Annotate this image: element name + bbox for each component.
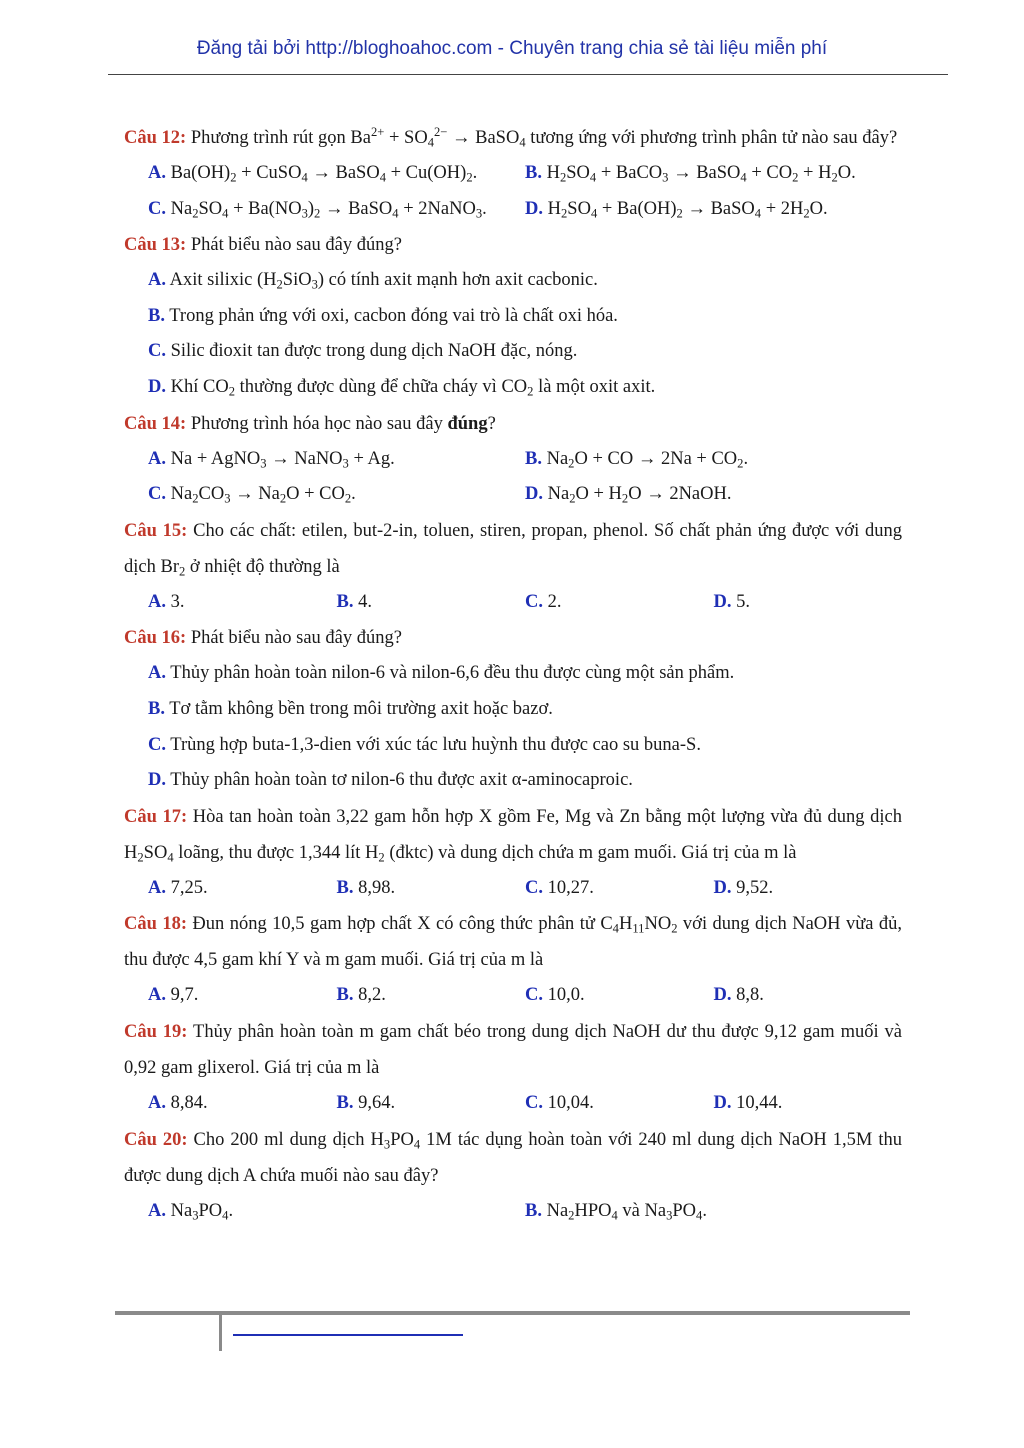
answer-option bbox=[148, 728, 902, 764]
option-text: Trùng hợp buta-1,3-dien với xúc tác lưu huỳnh thu được cao su buna-S. bbox=[166, 734, 701, 755]
option-text: 8,84. bbox=[166, 1092, 208, 1113]
option-label: A. bbox=[148, 163, 166, 183]
question bbox=[124, 1122, 902, 1230]
option-row bbox=[124, 763, 902, 799]
answer-option bbox=[148, 692, 902, 728]
option-text: 7,25. bbox=[166, 877, 208, 898]
footer-vertical-bar bbox=[219, 1315, 222, 1351]
page-header: Đăng tải bởi http://bloghoahoc.com - Chuyên trang chia sẻ tài liệu miễn phí bbox=[196, 38, 828, 59]
option-text: $Na_2O + H_2O$ → 2NaOH. bbox=[543, 484, 732, 506]
answer-option bbox=[525, 1086, 714, 1122]
option-text: $Na_2HPO_4$ và $Na_3PO_4$. bbox=[541, 1200, 707, 1223]
option-label: C. bbox=[525, 877, 543, 898]
question-label: Câu 20: bbox=[124, 1129, 188, 1150]
answer-option bbox=[148, 978, 337, 1014]
option-text: Tơ tằm không bền trong môi trường axit hoặc bazơ. bbox=[164, 698, 553, 719]
option-text: 9,7. bbox=[166, 985, 199, 1006]
option-text: $Na_3PO_4$. bbox=[166, 1200, 234, 1223]
question-text bbox=[124, 799, 902, 871]
option-text: Na + AgNO$_3$ → NaNO$_3$ + Ag. bbox=[166, 448, 395, 471]
answer-option bbox=[148, 871, 337, 907]
question-label: Câu 15: bbox=[124, 520, 188, 541]
question bbox=[124, 799, 902, 907]
option-label: C. bbox=[148, 484, 166, 505]
option-label: A. bbox=[148, 448, 166, 469]
option-text: 8,8. bbox=[731, 985, 764, 1006]
option-text: Thủy phân hoàn toàn tơ nilon-6 thu được axit α-aminocaproic. bbox=[166, 770, 633, 791]
answer-option bbox=[525, 871, 714, 907]
option-label: C. bbox=[148, 198, 166, 219]
answer-option bbox=[148, 442, 525, 478]
option-row bbox=[124, 334, 902, 370]
question bbox=[124, 406, 902, 513]
question-list bbox=[124, 120, 902, 1229]
question-stem: Phương trình rút gọn $Ba^{2+} + SO_4^{2-}$ → BaSO$_4$ tương ứng với phương trình phân tử nào sau đây? bbox=[186, 125, 898, 150]
option-text: $H_2SO_4$ + BaCO$_3$ → BaSO$_4$ + $CO_2 + H_2O$. bbox=[541, 163, 856, 185]
question-label: Câu 19: bbox=[124, 1021, 188, 1042]
answer-option bbox=[525, 585, 714, 621]
answer-option bbox=[148, 334, 902, 370]
option-text: Trong phản ứng với oxi, cacbon đóng vai trò là chất oxi hóa. bbox=[164, 305, 618, 326]
option-label: B. bbox=[336, 1092, 354, 1113]
option-text: 8,2. bbox=[353, 985, 386, 1006]
question-text bbox=[124, 1014, 902, 1086]
option-row bbox=[124, 370, 902, 406]
answer-option bbox=[337, 585, 526, 621]
option-label: A. bbox=[148, 663, 166, 684]
answer-option bbox=[714, 978, 903, 1014]
answer-option bbox=[148, 477, 525, 513]
answer-option bbox=[714, 871, 903, 907]
option-row bbox=[124, 442, 902, 478]
question bbox=[124, 513, 902, 621]
option-label: C. bbox=[148, 734, 166, 755]
option-text: $Ba(OH)_2$ + CuSO$_4$ → BaSO$_4$ + $Cu(OH)_2$. bbox=[166, 163, 478, 185]
option-label: D. bbox=[713, 591, 732, 612]
question bbox=[124, 120, 902, 227]
answer-option bbox=[714, 585, 903, 621]
answer-option bbox=[148, 585, 337, 621]
option-row bbox=[124, 1086, 902, 1122]
option-row bbox=[124, 871, 902, 907]
answer-option bbox=[525, 1194, 902, 1230]
question-label: Câu 12: bbox=[124, 128, 187, 148]
question-label: Câu 14: bbox=[124, 413, 187, 434]
option-text: 3. bbox=[166, 591, 185, 612]
option-text: $H_2SO_4 + Ba(OH)_2$ → BaSO$_4$ + $2H_2O$. bbox=[543, 198, 828, 221]
question-text bbox=[124, 120, 902, 156]
option-label: D. bbox=[713, 985, 732, 1006]
option-text: 5. bbox=[731, 591, 750, 612]
answer-option bbox=[525, 978, 714, 1014]
option-label: B. bbox=[336, 985, 354, 1006]
question-stem: Cho 200 ml dung dịch $H_3PO_4$ 1M tác dụng hoàn toàn với 240 ml dung dịch NaOH 1,5M thu được dung dịch A chứa muối nào sau đây? bbox=[124, 1129, 902, 1186]
answer-option bbox=[525, 192, 902, 228]
question-stem: Cho các chất: etilen, but-2-in, toluen, stiren, propan, phenol. Số chất phản ứng được với dung dịch $Br_2$ ở nhiệt độ thường là bbox=[124, 520, 903, 579]
answer-option bbox=[148, 370, 902, 406]
option-label: A. bbox=[148, 985, 166, 1006]
question-stem: Đun nóng 10,5 gam hợp chất X có công thức phân tử $C_4H_{11}NO_2$ với dung dịch NaOH vừa đủ, thu được 4,5 gam khí Y và m gam muối. Giá trị của m là bbox=[124, 914, 902, 971]
answer-option bbox=[148, 299, 902, 335]
option-text: Axit silixic $(H_2SiO_3)$ có tính axit mạnh hơn axit cacbonic. bbox=[166, 270, 598, 292]
option-text: 4. bbox=[353, 591, 372, 612]
option-label: B. bbox=[148, 698, 165, 719]
option-row bbox=[124, 156, 902, 192]
question-label: Câu 17: bbox=[124, 806, 188, 827]
option-label: D. bbox=[148, 376, 166, 397]
question bbox=[124, 227, 902, 405]
option-row bbox=[124, 192, 902, 228]
option-row bbox=[124, 728, 902, 764]
option-label: B. bbox=[336, 591, 354, 612]
option-label: A. bbox=[148, 1092, 166, 1113]
option-label: B. bbox=[525, 163, 542, 183]
option-row bbox=[124, 978, 902, 1014]
option-text: $Na_2CO_3 \to Na_2O + CO_2$. bbox=[166, 484, 356, 506]
option-row bbox=[124, 477, 902, 513]
answer-option bbox=[148, 156, 525, 192]
footer-divider bbox=[115, 1311, 910, 1315]
option-label: B. bbox=[525, 448, 542, 469]
question-text bbox=[124, 406, 902, 442]
option-label: C. bbox=[525, 985, 543, 1006]
question-stem: Phát biểu nào sau đây đúng? bbox=[186, 235, 402, 256]
option-text: Khí $CO_2$ thường được dùng để chữa cháy vì $CO_2$ là một oxit axit. bbox=[166, 376, 656, 399]
option-text: 10,44. bbox=[731, 1092, 783, 1113]
question-text bbox=[124, 620, 902, 656]
question bbox=[124, 906, 902, 1014]
option-row bbox=[124, 263, 902, 299]
option-row bbox=[124, 299, 902, 335]
option-label: C. bbox=[148, 341, 166, 362]
question-text bbox=[124, 227, 902, 263]
option-text: 9,64. bbox=[353, 1092, 396, 1113]
question-stem: Phương trình hóa học nào sau đây đúng? bbox=[186, 413, 496, 434]
answer-option bbox=[714, 1086, 903, 1122]
answer-option bbox=[148, 656, 902, 692]
option-label: D. bbox=[713, 877, 732, 898]
header-divider bbox=[108, 74, 948, 75]
question-label: Câu 18: bbox=[124, 914, 187, 935]
question-text bbox=[124, 1122, 902, 1194]
option-label: C. bbox=[525, 591, 543, 612]
option-label: D. bbox=[525, 198, 543, 219]
answer-option bbox=[337, 871, 526, 907]
question-stem: Phát biểu nào sau đây đúng? bbox=[186, 628, 402, 649]
option-text: 8,98. bbox=[353, 877, 396, 898]
option-label: B. bbox=[525, 1200, 542, 1221]
option-text: Thủy phân hoàn toàn nilon-6 và nilon-6,6 đều thu được cùng một sản phẩm. bbox=[166, 663, 735, 684]
answer-option bbox=[525, 477, 902, 513]
question-label: Câu 16: bbox=[124, 628, 187, 649]
answer-option bbox=[148, 763, 902, 799]
option-row bbox=[124, 1194, 902, 1230]
option-label: A. bbox=[148, 591, 166, 612]
option-text: $Na_2SO_4 + Ba(NO_3)_2$ → BaSO$_4$ + 2NaNO$_3$. bbox=[166, 198, 487, 221]
option-text: 10,0. bbox=[543, 985, 585, 1006]
option-row bbox=[124, 585, 902, 621]
answer-option bbox=[525, 442, 902, 478]
answer-option bbox=[148, 263, 902, 299]
option-label: D. bbox=[713, 1092, 732, 1113]
option-label: A. bbox=[148, 270, 166, 291]
answer-option bbox=[148, 192, 525, 228]
question-text bbox=[124, 513, 902, 585]
answer-option bbox=[337, 1086, 526, 1122]
option-row bbox=[124, 692, 902, 728]
answer-option bbox=[148, 1086, 337, 1122]
option-text: 10,04. bbox=[543, 1092, 594, 1113]
question bbox=[124, 1014, 902, 1122]
option-label: B. bbox=[148, 305, 165, 326]
question-text bbox=[124, 906, 902, 978]
option-text: 9,52. bbox=[731, 877, 774, 898]
answer-option bbox=[148, 1194, 525, 1230]
option-text: 10,27. bbox=[543, 877, 594, 898]
answer-option bbox=[525, 156, 902, 192]
option-label: A. bbox=[148, 877, 166, 898]
question-stem: Hòa tan hoàn toàn 3,22 gam hỗn hợp X gồm Fe, Mg và Zn bằng một lượng vừa đủ dung dịch $H_2SO_4$ loãng, thu được 1,344 lít $H_2$ (đktc) và dung dịch chứa m gam muối. Giá trị của m là bbox=[124, 806, 902, 865]
option-row bbox=[124, 656, 902, 692]
footer-blue-line bbox=[233, 1334, 463, 1336]
question-label: Câu 13: bbox=[124, 235, 187, 256]
option-label: A. bbox=[148, 1200, 166, 1221]
question-stem: Thủy phân hoàn toàn m gam chất béo trong dung dịch NaOH dư thu được 9,12 gam muối và 0,92 gam glixerol. Giá trị của m là bbox=[124, 1021, 902, 1078]
option-text: Silic đioxit tan được trong dung dịch NaOH đặc, nóng. bbox=[166, 341, 578, 362]
answer-option bbox=[337, 978, 526, 1014]
option-label: B. bbox=[336, 877, 354, 898]
option-label: D. bbox=[148, 770, 166, 791]
option-text: 2. bbox=[543, 591, 562, 612]
question bbox=[124, 620, 902, 798]
option-label: C. bbox=[525, 1092, 543, 1113]
option-text: $Na_2O$ + CO → $2Na + CO_2$. bbox=[541, 448, 749, 471]
option-label: D. bbox=[525, 484, 543, 505]
